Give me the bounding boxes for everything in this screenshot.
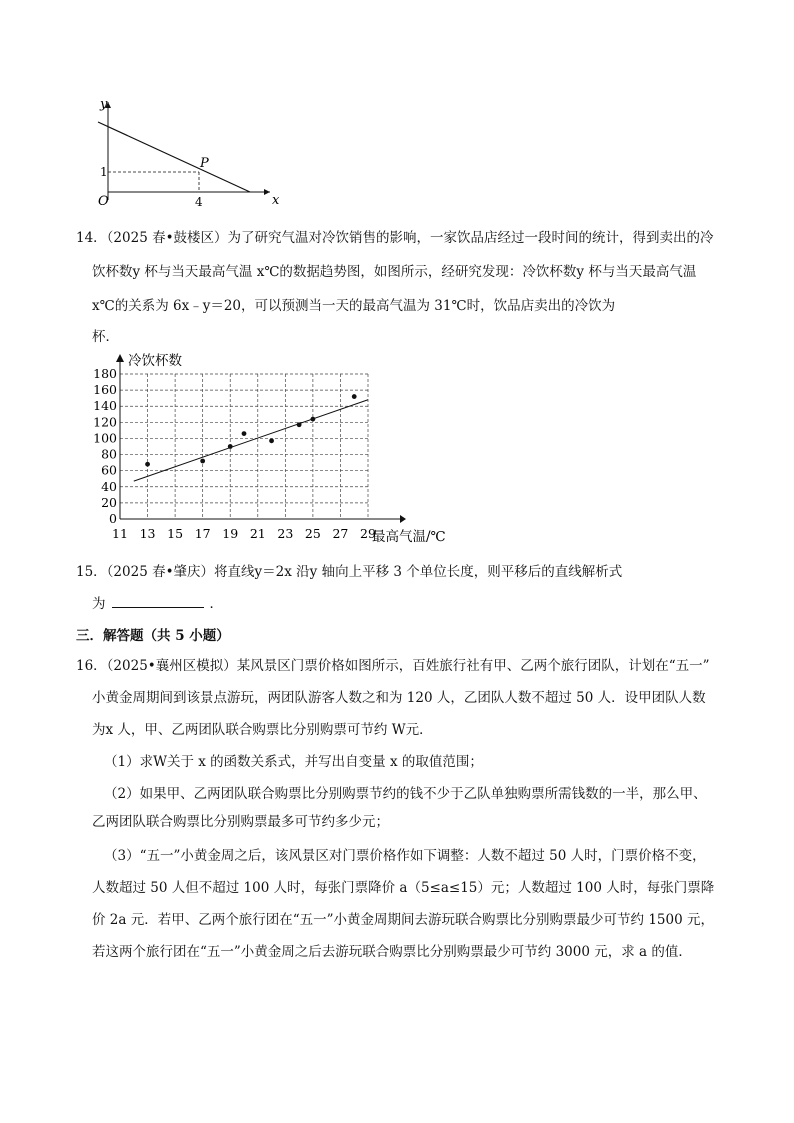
q16-part-2a: （2）如果甲、乙两团队联合购票比分别购票节约的钱不少于乙队单独购票所需钱数的一半，那么甲、: [104, 786, 707, 802]
x-axis-label: x: [272, 193, 280, 208]
x-tick-label: 25: [304, 526, 321, 541]
q15-line-1: 15．（2025 春•肇庆）将直线y＝2x 沿y 轴向上平移 3 个单位长度，则平移后的直线解析式: [76, 564, 623, 580]
y-tick-label: 60: [101, 462, 117, 478]
q15-suffix: ．: [209, 596, 223, 612]
x-axis-arrow: [400, 515, 406, 523]
x-tick-label: 13: [139, 526, 156, 541]
q15-prefix: 为: [92, 596, 106, 612]
y-tick-label: 160: [93, 382, 117, 398]
q16-part-2b: 乙两团队联合购票比分别购票最多可节约多少元；: [92, 814, 389, 830]
x-axis-title: 最高气温/℃: [372, 529, 446, 545]
q16-line-2: 小黄金周期间到该景点游玩，两团队游客人数之和为 120 人，乙团队人数不超过 50 人．设甲团队人数: [92, 690, 706, 706]
y-tick-label: 20: [101, 494, 117, 510]
point-label: P: [200, 156, 209, 171]
x-tick-label: 29: [360, 526, 376, 541]
y-axis-arrow: [116, 354, 124, 362]
scatter-chart: [93, 348, 470, 548]
data-point: [310, 417, 315, 422]
q14-line-2: 饮杯数y 杯与当天最高气温 x℃的数据趋势图，如图所示，经研究发现：冷饮杯数y 杯与当天最高气温: [92, 264, 697, 280]
y-tick-label: 120: [93, 414, 117, 430]
x-tick-label: 27: [332, 526, 349, 541]
q16-line-1: 16．（2025•襄州区模拟）某风景区门票价格如图所示，百姓旅行社有甲、乙两个旅行团队，计划在“五一”: [76, 658, 710, 674]
y-tick-label: 180: [93, 366, 117, 381]
x-tick-label: 15: [167, 526, 184, 541]
y-axis-label: y: [100, 97, 108, 112]
tick-label-x: 4: [195, 195, 203, 209]
q14-line-1: 14．（2025 春•鼓楼区）为了研究气温对冷饮销售的影响，一家饮品店经过一段时间的统计，得到卖出的冷: [76, 230, 714, 246]
tick-label-y: 1: [100, 165, 108, 179]
y-tick-label: 40: [101, 478, 117, 494]
x-tick-label: 23: [277, 526, 294, 541]
x-tick-label: 11: [112, 526, 128, 541]
x-tick-label: 21: [249, 526, 266, 541]
q15-line-2: [92, 592, 223, 612]
q16-part-3a: （3）“五一”小黄金周之后，该风景区对门票价格作如下调整：人数不超过 50 人时，门票价格不变，: [104, 848, 706, 864]
q16-part-1: （1）求W关于 x 的函数关系式，并写出自变量 x 的取值范围；: [104, 754, 483, 770]
data-point: [200, 459, 205, 464]
y-tick-label: 0: [109, 511, 117, 526]
answer-blank: [112, 595, 204, 608]
y-tick-label: 140: [93, 398, 117, 414]
data-point: [242, 431, 247, 436]
origin-label: O: [98, 194, 109, 209]
q16-part-3c: 价 2a 元．若甲、乙两个旅行团在“五一”小黄金周期间去游玩联合购票比分别购票最少可节约 1500 元，: [92, 912, 714, 928]
q14-line-4: 杯．: [92, 329, 119, 345]
x-tick-label: 17: [194, 526, 211, 541]
data-point: [145, 462, 150, 467]
data-point: [352, 394, 357, 399]
line-graph-figure: [88, 92, 288, 210]
line-graph: [98, 122, 250, 192]
data-point: [297, 422, 302, 427]
trend-line: [134, 400, 368, 481]
x-tick-label: 19: [222, 526, 239, 541]
section-heading: 三．解答题（共 5 小题）: [76, 628, 230, 644]
q16-line-3: 为x 人，甲、乙两团队联合购票比分别购票可节约 W元．: [92, 722, 433, 738]
y-tick-label: 80: [101, 446, 117, 462]
q16-part-3d: 若这两个旅行团在“五一”小黄金周之后去游玩联合购票比分别购票最少可节约 3000 元，求 a 的值．: [92, 944, 692, 960]
data-point: [228, 444, 233, 449]
q16-part-3b: 人数超过 50 人但不超过 100 人时，每张门票降价 a（5≤a≤15）元；人数超过 100 人时，每张门票降: [92, 880, 715, 896]
q14-line-3: x℃的关系为 6x﹣y＝20，可以预测当一天的最高气温为 31℃时，饮品店卖出的冷饮为: [92, 298, 616, 314]
y-tick-label: 100: [93, 430, 117, 446]
y-axis-title: 冷饮杯数: [128, 353, 182, 369]
data-point: [269, 438, 274, 443]
